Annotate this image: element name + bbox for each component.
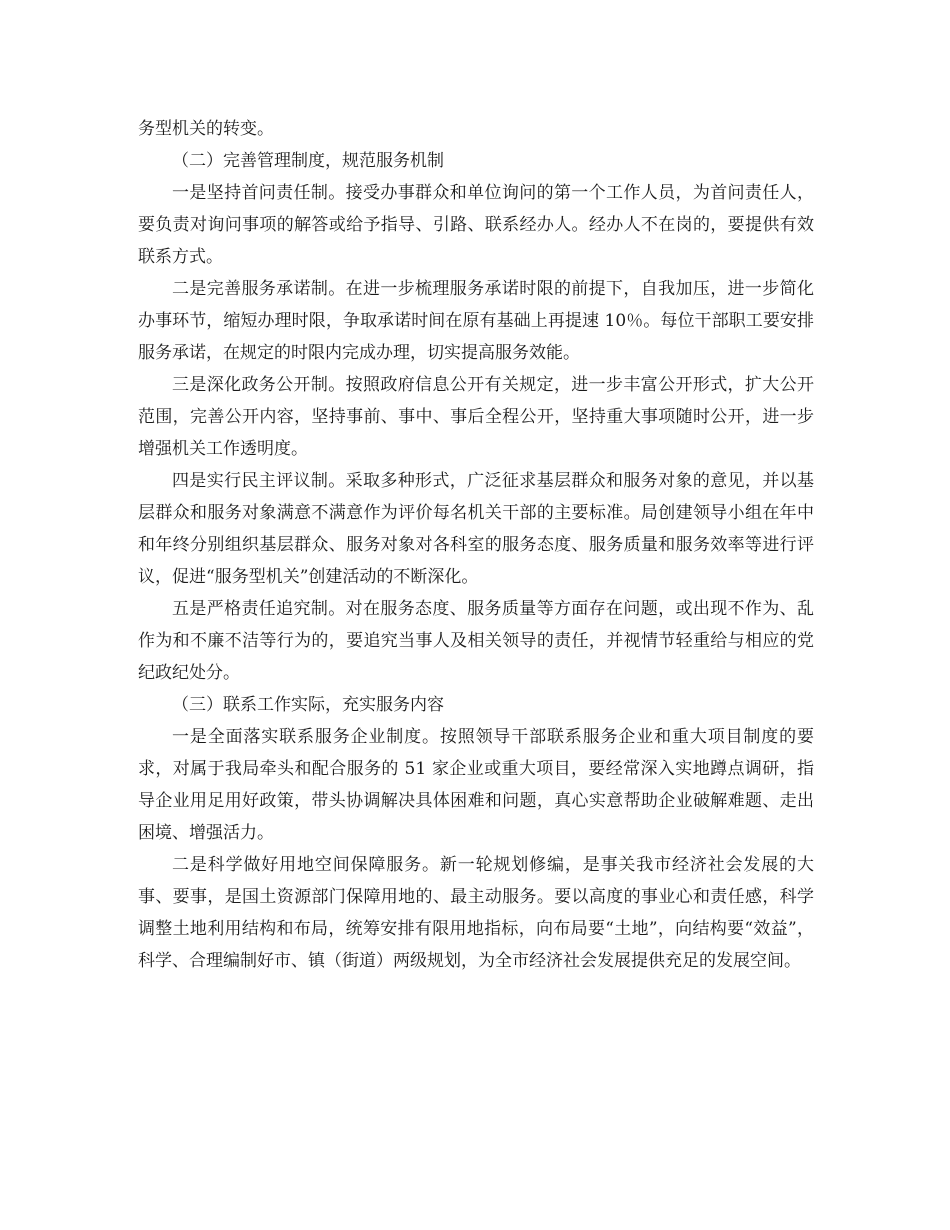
- paragraph-continuation: 务型机关的转变。: [138, 119, 274, 139]
- paragraph-accountability: 五是严格责任追究制。对在服务态度、服务质量等方面存在问题，或出现不作为、乱作为和不廉不洁等行为的，要追究当事人及相关领导的责任，并视情节轻重给与相应的党纪政纪处分。: [138, 599, 814, 683]
- section-heading-2: （二）完善管理制度，规范服务机制: [172, 151, 444, 171]
- paragraph-land-planning: 二是科学做好用地空间保障服务。新一轮规划修编，是事关我市经济社会发展的大事、要事，是国土资源部门保障用地的、最主动服务。要以高度的事业心和责任感，科学调整土地利用结构和布局，统筹安排有限用地指标，向布局要“土地”，向结构要“效益”，科学、合理编制好市、镇（街道）两级规划，为全市经济社会发展提供充足的发展空间。: [138, 855, 814, 971]
- document-body: [138, 113, 814, 977]
- section-heading-3: （三）联系工作实际，充实服务内容: [172, 695, 444, 715]
- paragraph-service-commitment: 二是完善服务承诺制。在进一步梳理服务承诺时限的前提下，自我加压，进一步简化办事环节，缩短办理时限，争取承诺时间在原有基础上再提速 10％。每位干部职工要安排服务承诺，在规定的时限内完成办理，切实提高服务效能。: [138, 279, 814, 363]
- paragraph-government-affairs: 三是深化政务公开制。按照政府信息公开有关规定，进一步丰富公开形式，扩大公开范围，完善公开内容，坚持事前、事中、事后全程公开，坚持重大事项随时公开，进一步增强机关工作透明度。: [138, 375, 814, 459]
- paragraph-enterprise-service: 一是全面落实联系服务企业制度。按照领导干部联系服务企业和重大项目制度的要求，对属于我局牵头和配合服务的 51 家企业或重大项目，要经常深入实地蹲点调研，指导企业用足用好政策，带头协调解决具体困难和问题，真心实意帮助企业破解难题、走出困境、增强活力。: [138, 727, 814, 843]
- paragraph-democratic-review: 四是实行民主评议制。采取多种形式，广泛征求基层群众和服务对象的意见，并以基层群众和服务对象满意不满意作为评价每名机关干部的主要标准。局创建领导小组在年中和年终分别组织基层群众、服务对象对各科室的服务态度、服务质量和服务效率等进行评议，促进“服务型机关”创建活动的不断深化。: [138, 471, 814, 587]
- paragraph-first-inquiry: 一是坚持首问责任制。接受办事群众和单位询问的第一个工作人员，为首问责任人，要负责对询问事项的解答或给予指导、引路、联系经办人。经办人不在岗的，要提供有效联系方式。: [138, 183, 814, 267]
